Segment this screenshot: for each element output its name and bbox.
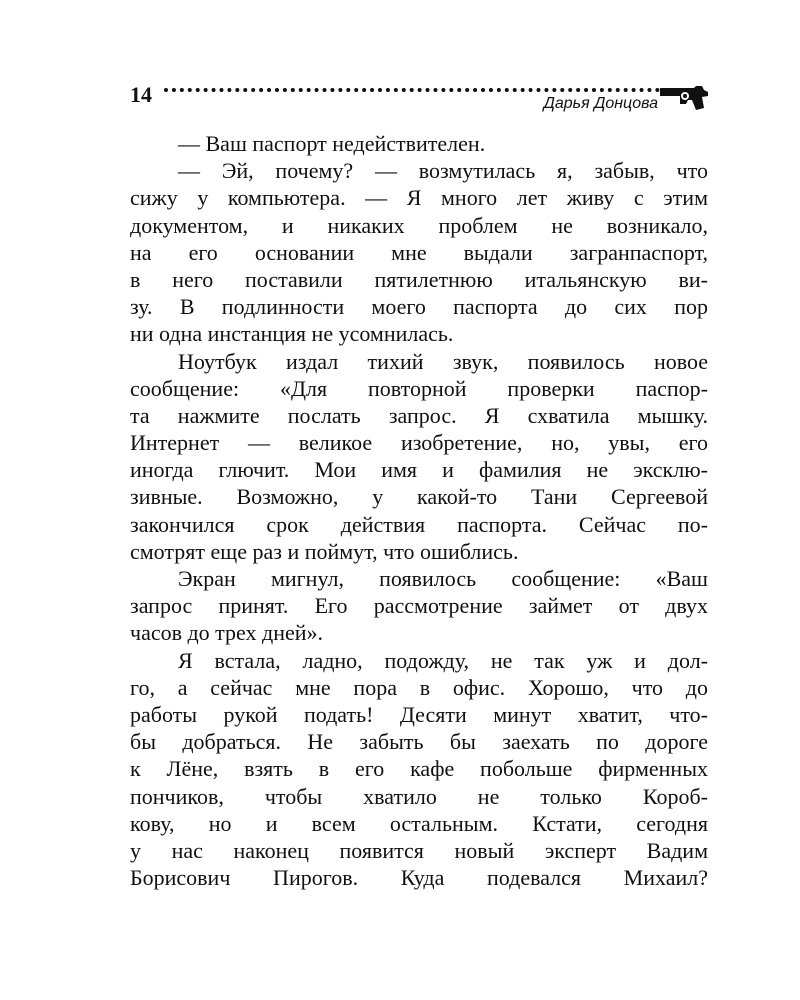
text-line: Я встала, ладно, подожду, не так уж и дол-	[178, 647, 708, 673]
text-line: зивные. Возможно, у какой-то Тани Сергеевой	[130, 484, 708, 510]
text-line: кову, но и всем остальным. Кстати, сегодня	[130, 810, 708, 836]
text-line: Экран мигнул, появилось сообщение: «Ваш	[178, 566, 708, 591]
text-line: на его основании мне выдали загранпаспорт,	[130, 239, 708, 265]
text-line: иногда глючит. Мои имя и фамилия не эксклю-	[130, 457, 708, 483]
author-name: Дарья Донцова	[543, 95, 658, 112]
text-line: пончиков, чтобы хватило не только Короб-	[130, 783, 708, 809]
page-number: 14	[130, 82, 152, 107]
text-line: Борисович Пирогов. Куда подевался Михаил?	[130, 865, 708, 891]
text-line: в него поставили пятилетнюю итальянскую ви-	[130, 266, 708, 292]
revolver-icon	[658, 84, 710, 112]
text-line: к Лёне, взять в его кафе побольше фирменных	[130, 756, 708, 782]
text-line: часов до трех дней».	[130, 620, 324, 646]
text-line: сообщение: «Для повторной проверки паспор-	[130, 375, 708, 401]
text-line: смотрят еще раз и поймут, что ошиблись.	[130, 538, 519, 564]
dotted-rule-divider	[164, 88, 660, 92]
text-line: Ноутбук издал тихий звук, появилось новое	[178, 348, 708, 374]
text-line: — Эй, почему? — возмутилась я, забыв, что	[178, 158, 708, 184]
text-line: — Ваш паспорт недействителен.	[178, 131, 486, 156]
text-line: закончился срок действия паспорта. Сейчас по-	[130, 511, 708, 537]
text-line: зу. В подлинности моего паспорта до сих пор	[130, 294, 708, 320]
text-line: сижу у компьютера. — Я много лет живу с этим	[130, 185, 708, 211]
text-line: Интернет — великое изобретение, но, увы, его	[130, 430, 708, 456]
running-head	[130, 82, 710, 118]
text-line: у нас наконец появится новый эксперт Вадим	[130, 837, 708, 863]
text-line: та нажмите послать запрос. Я схватила мышку.	[130, 402, 708, 428]
text-line: ни одна инстанция не усомнилась.	[130, 321, 454, 347]
body-text	[130, 130, 708, 891]
text-line: го, а сейчас мне пора в офис. Хорошо, что до	[130, 674, 708, 700]
text-line: документом, и никаких проблем не возникало,	[130, 212, 708, 238]
text-line: бы добраться. Не забыть бы заехать по дороге	[130, 729, 708, 755]
text-line: запрос принят. Его рассмотрение займет от двух	[130, 593, 708, 619]
text-line: работы рукой подать! Десяти минут хватит, что-	[130, 701, 708, 727]
